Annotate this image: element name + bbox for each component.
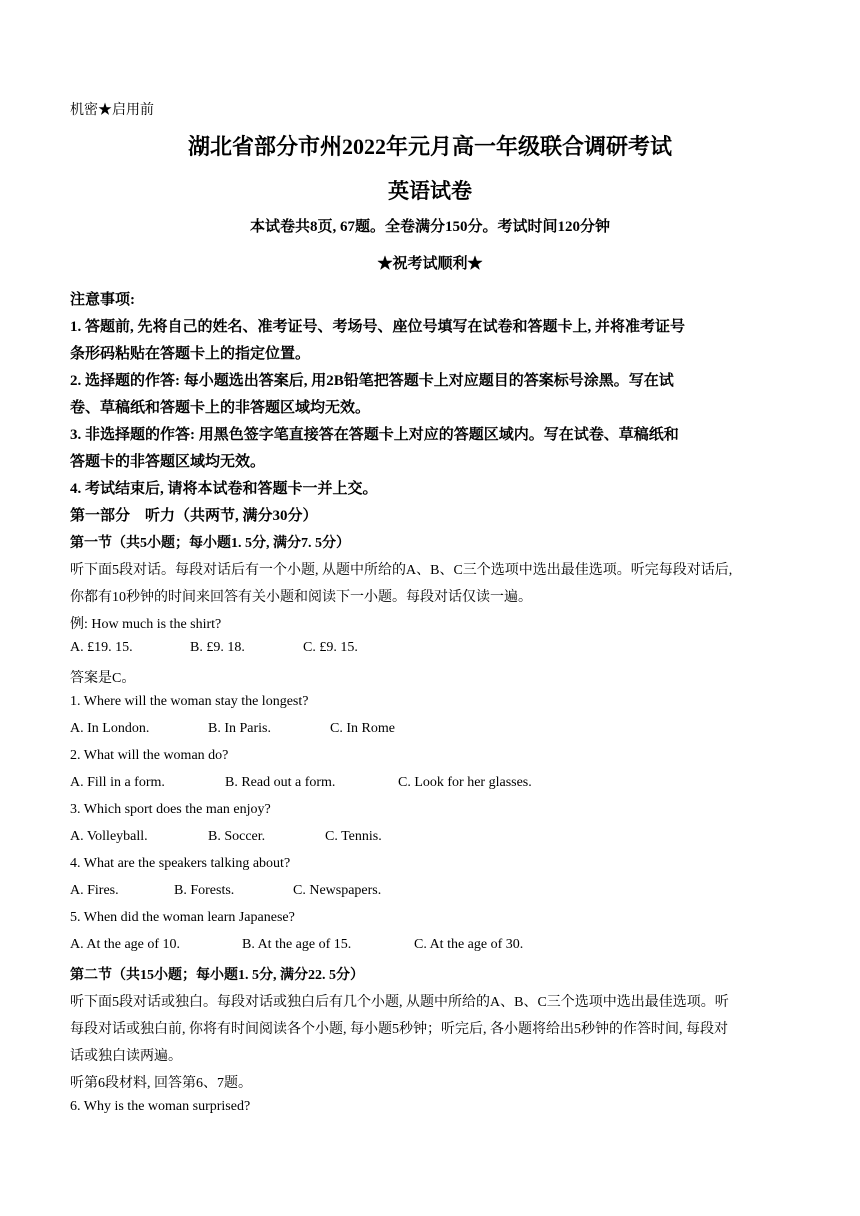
option-a: A. Fill in a form. [70, 775, 165, 790]
note-2-line-1: 2. 选择题的作答: 每小题选出答案后, 用2B铅笔把答题卡上对应题目的答案标号涂黑。写在试 [70, 373, 674, 389]
section1-instructions-line-1: 听下面5段对话。每段对话后有一个小题, 从题中所给的A、B、C三个选项中选出最佳选项。听完每段对话后, [70, 563, 733, 578]
question-1-options [70, 721, 395, 737]
question-3: 3. Which sport does the man enjoy? [70, 802, 271, 817]
option-c: C. Look for her glasses. [398, 775, 532, 790]
option-a: A. At the age of 10. [70, 937, 181, 952]
note-3-line-2: 答题卡的非答题区域均无效。 [70, 454, 266, 470]
option-a: A. Fires. [70, 883, 119, 898]
option-b: B. In Paris. [208, 721, 271, 736]
option-c: C. Tennis. [325, 829, 382, 844]
example-option-b: B. £9. 18. [190, 640, 245, 655]
example-options [70, 640, 358, 656]
option-c: C. In Rome [330, 721, 395, 736]
note-3-line-1: 3. 非选择题的作答: 用黑色签字笔直接答在答题卡上对应的答题区域内。写在试卷、草稿纸和 [70, 427, 679, 443]
option-c: C. Newspapers. [293, 883, 382, 898]
exam-title: 湖北省部分市州2022年元月高一年级联合调研考试 [187, 134, 672, 159]
section1-instructions-line-2: 你都有10秒钟的时间来回答有关小题和阅读下一小题。每段对话仅读一遍。 [70, 590, 532, 605]
confidential-mark: 机密★启用前 [70, 103, 154, 118]
note-1-line-1: 1. 答题前, 先将自己的姓名、准考证号、考场号、座位号填写在试卷和答题卡上, 并将准考证号 [70, 319, 686, 335]
question-5-options [70, 937, 523, 953]
option-b: B. Forests. [174, 883, 235, 898]
section1-heading: 第一节（共5小题；每小题1. 5分, 满分7. 5分） [70, 536, 350, 551]
question-1: 1. Where will the woman stay the longest? [70, 694, 309, 709]
option-c: C. At the age of 30. [414, 937, 524, 952]
question-5: 5. When did the woman learn Japanese? [70, 910, 295, 925]
section2-instructions-line-3: 话或独白读两遍。 [70, 1049, 182, 1064]
paper-subtitle: 英语试卷 [388, 179, 472, 203]
good-luck-line: ★祝考试顺利★ [377, 256, 483, 272]
section2-heading: 第二节（共15小题；每小题1. 5分, 满分22. 5分） [70, 968, 364, 983]
question-2: 2. What will the woman do? [70, 748, 229, 763]
option-a: A. Volleyball. [70, 829, 148, 844]
question-3-options [70, 829, 382, 845]
section2-instructions-line-1: 听下面5段对话或独白。每段对话或独白后有几个小题, 从题中所给的A、B、C三个选项中选出最佳选项。听 [70, 995, 729, 1010]
option-a: A. In London. [70, 721, 150, 736]
material-6-instruction: 听第6段材料, 回答第6、7题。 [70, 1076, 252, 1091]
section2-instructions-line-2: 每段对话或独白前, 你将有时间阅读各个小题, 每小题5秒钟；听完后, 各小题将给出5秒钟的作答时间, 每段对 [70, 1022, 728, 1037]
option-b: B. Soccer. [208, 829, 266, 844]
question-4: 4. What are the speakers talking about? [70, 856, 291, 871]
option-b: B. At the age of 15. [242, 937, 352, 952]
question-6: 6. Why is the woman surprised? [70, 1099, 251, 1114]
option-b: B. Read out a form. [225, 775, 336, 790]
part1-heading: 第一部分 听力（共两节, 满分30分） [70, 508, 318, 524]
question-2-options [70, 775, 532, 791]
note-2-line-2: 卷、草稿纸和答题卡上的非答题区域均无效。 [70, 400, 371, 416]
paper-info: 本试卷共8页, 67题。全卷满分150分。考试时间120分钟 [249, 219, 610, 235]
example-option-a: A. £19. 15. [70, 640, 133, 655]
notes-heading: 注意事项: [70, 292, 135, 308]
example-option-c: C. £9. 15. [303, 640, 358, 655]
note-4: 4. 考试结束后, 请将本试卷和答题卡一并上交。 [70, 481, 378, 497]
example-question: 例: How much is the shirt? [70, 617, 222, 632]
example-answer: 答案是C。 [70, 671, 136, 686]
note-1-line-2: 条形码粘贴在答题卡上的指定位置。 [70, 346, 311, 362]
question-4-options [70, 883, 381, 899]
